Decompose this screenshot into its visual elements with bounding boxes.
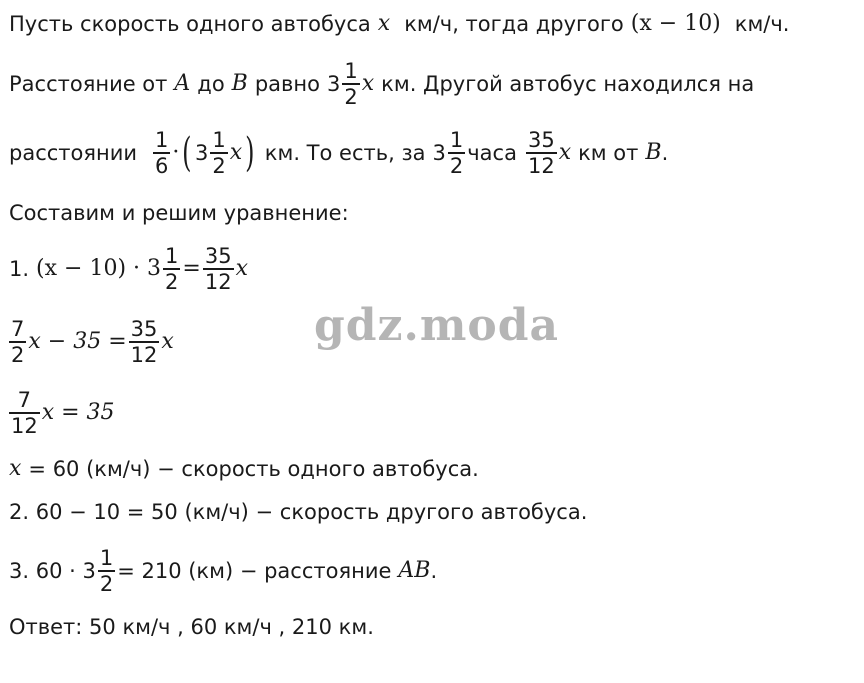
fraction: $\frac{35}{12}$ [130,317,158,367]
answer-text: Ответ: 50 км/ч , 60 км/ч , 210 км. [9,615,374,639]
point-b: B [645,140,662,165]
text: км. То есть, за [264,141,426,165]
var-x: x [377,11,391,36]
fraction: $\frac{1}{6}$ [155,128,169,178]
dot: · [172,140,180,165]
line-3 [9,124,668,182]
text: км от [578,141,639,165]
equals: = [182,256,201,281]
text: = 60 (км/ч) − скорость одного автобуса. [28,457,479,481]
mixed-whole: 3 [327,72,341,96]
mixed-whole: 3 [195,141,209,165]
line-2 [9,56,754,112]
watermark: gdz.moda [314,300,560,351]
fraction: $\frac{1}{2}$ [99,546,114,596]
fraction: $\frac{1}{2}$ [212,128,226,178]
text: 2. 60 − 10 = 50 (км/ч) − скорость другого автобуса. [9,500,588,524]
line-11 [9,613,374,641]
expression: x − 35 = [28,329,127,354]
line-7 [9,384,115,442]
line-1 [9,10,789,38]
expression: x = 35 [41,400,115,425]
var-x: x [9,456,22,481]
fraction: $\frac{35}{12}$ [527,128,555,178]
segment-ab: AB [398,558,431,583]
text: Составим и решим уравнение: [9,201,349,225]
fraction: $\frac{1}{2}$ [449,128,464,178]
paren-close: ) [245,130,255,176]
line-9 [9,498,587,526]
var-x: x [235,256,248,281]
text: часа [467,141,517,165]
line-8 [9,455,479,483]
fraction: $\frac{1}{2}$ [344,59,358,109]
line-4 [9,199,349,227]
var-x: x [161,329,174,354]
line-6 [9,313,174,371]
fraction: $\frac{1}{2}$ [165,244,179,294]
mixed-whole: 3 [432,141,446,165]
expression: (x − 10) [630,11,721,36]
period: . [661,141,669,165]
text: равно [254,72,320,96]
var-x: x [229,140,243,165]
step-number: 1. [9,257,30,281]
period: . [430,559,438,583]
paren-open: ( [182,130,192,176]
point-a: A [174,71,191,96]
text: = 210 (км) − расстояние [117,559,392,583]
line-10 [9,542,437,600]
unit: км/ч [404,12,453,36]
text: Расстояние от [9,72,168,96]
point-b: B [231,71,248,96]
text: расстоянии [9,141,138,165]
step-number: 3. 60 · 3 [9,559,96,583]
fraction: $\frac{7}{12}$ [11,388,38,438]
var-x: x [361,71,375,96]
fraction: $\frac{35}{12}$ [204,244,232,294]
text: до [197,72,225,96]
fraction: $\frac{7}{2}$ [11,317,25,367]
expression: (x − 10) · 3 [36,256,162,281]
text: Пусть скорость одного автобуса [9,12,371,36]
text: , тогда другого [452,12,624,36]
line-5 [9,240,248,298]
var-x: x [558,140,572,165]
text: км. Другой автобус находился на [381,72,755,96]
unit: км/ч. [734,12,790,36]
